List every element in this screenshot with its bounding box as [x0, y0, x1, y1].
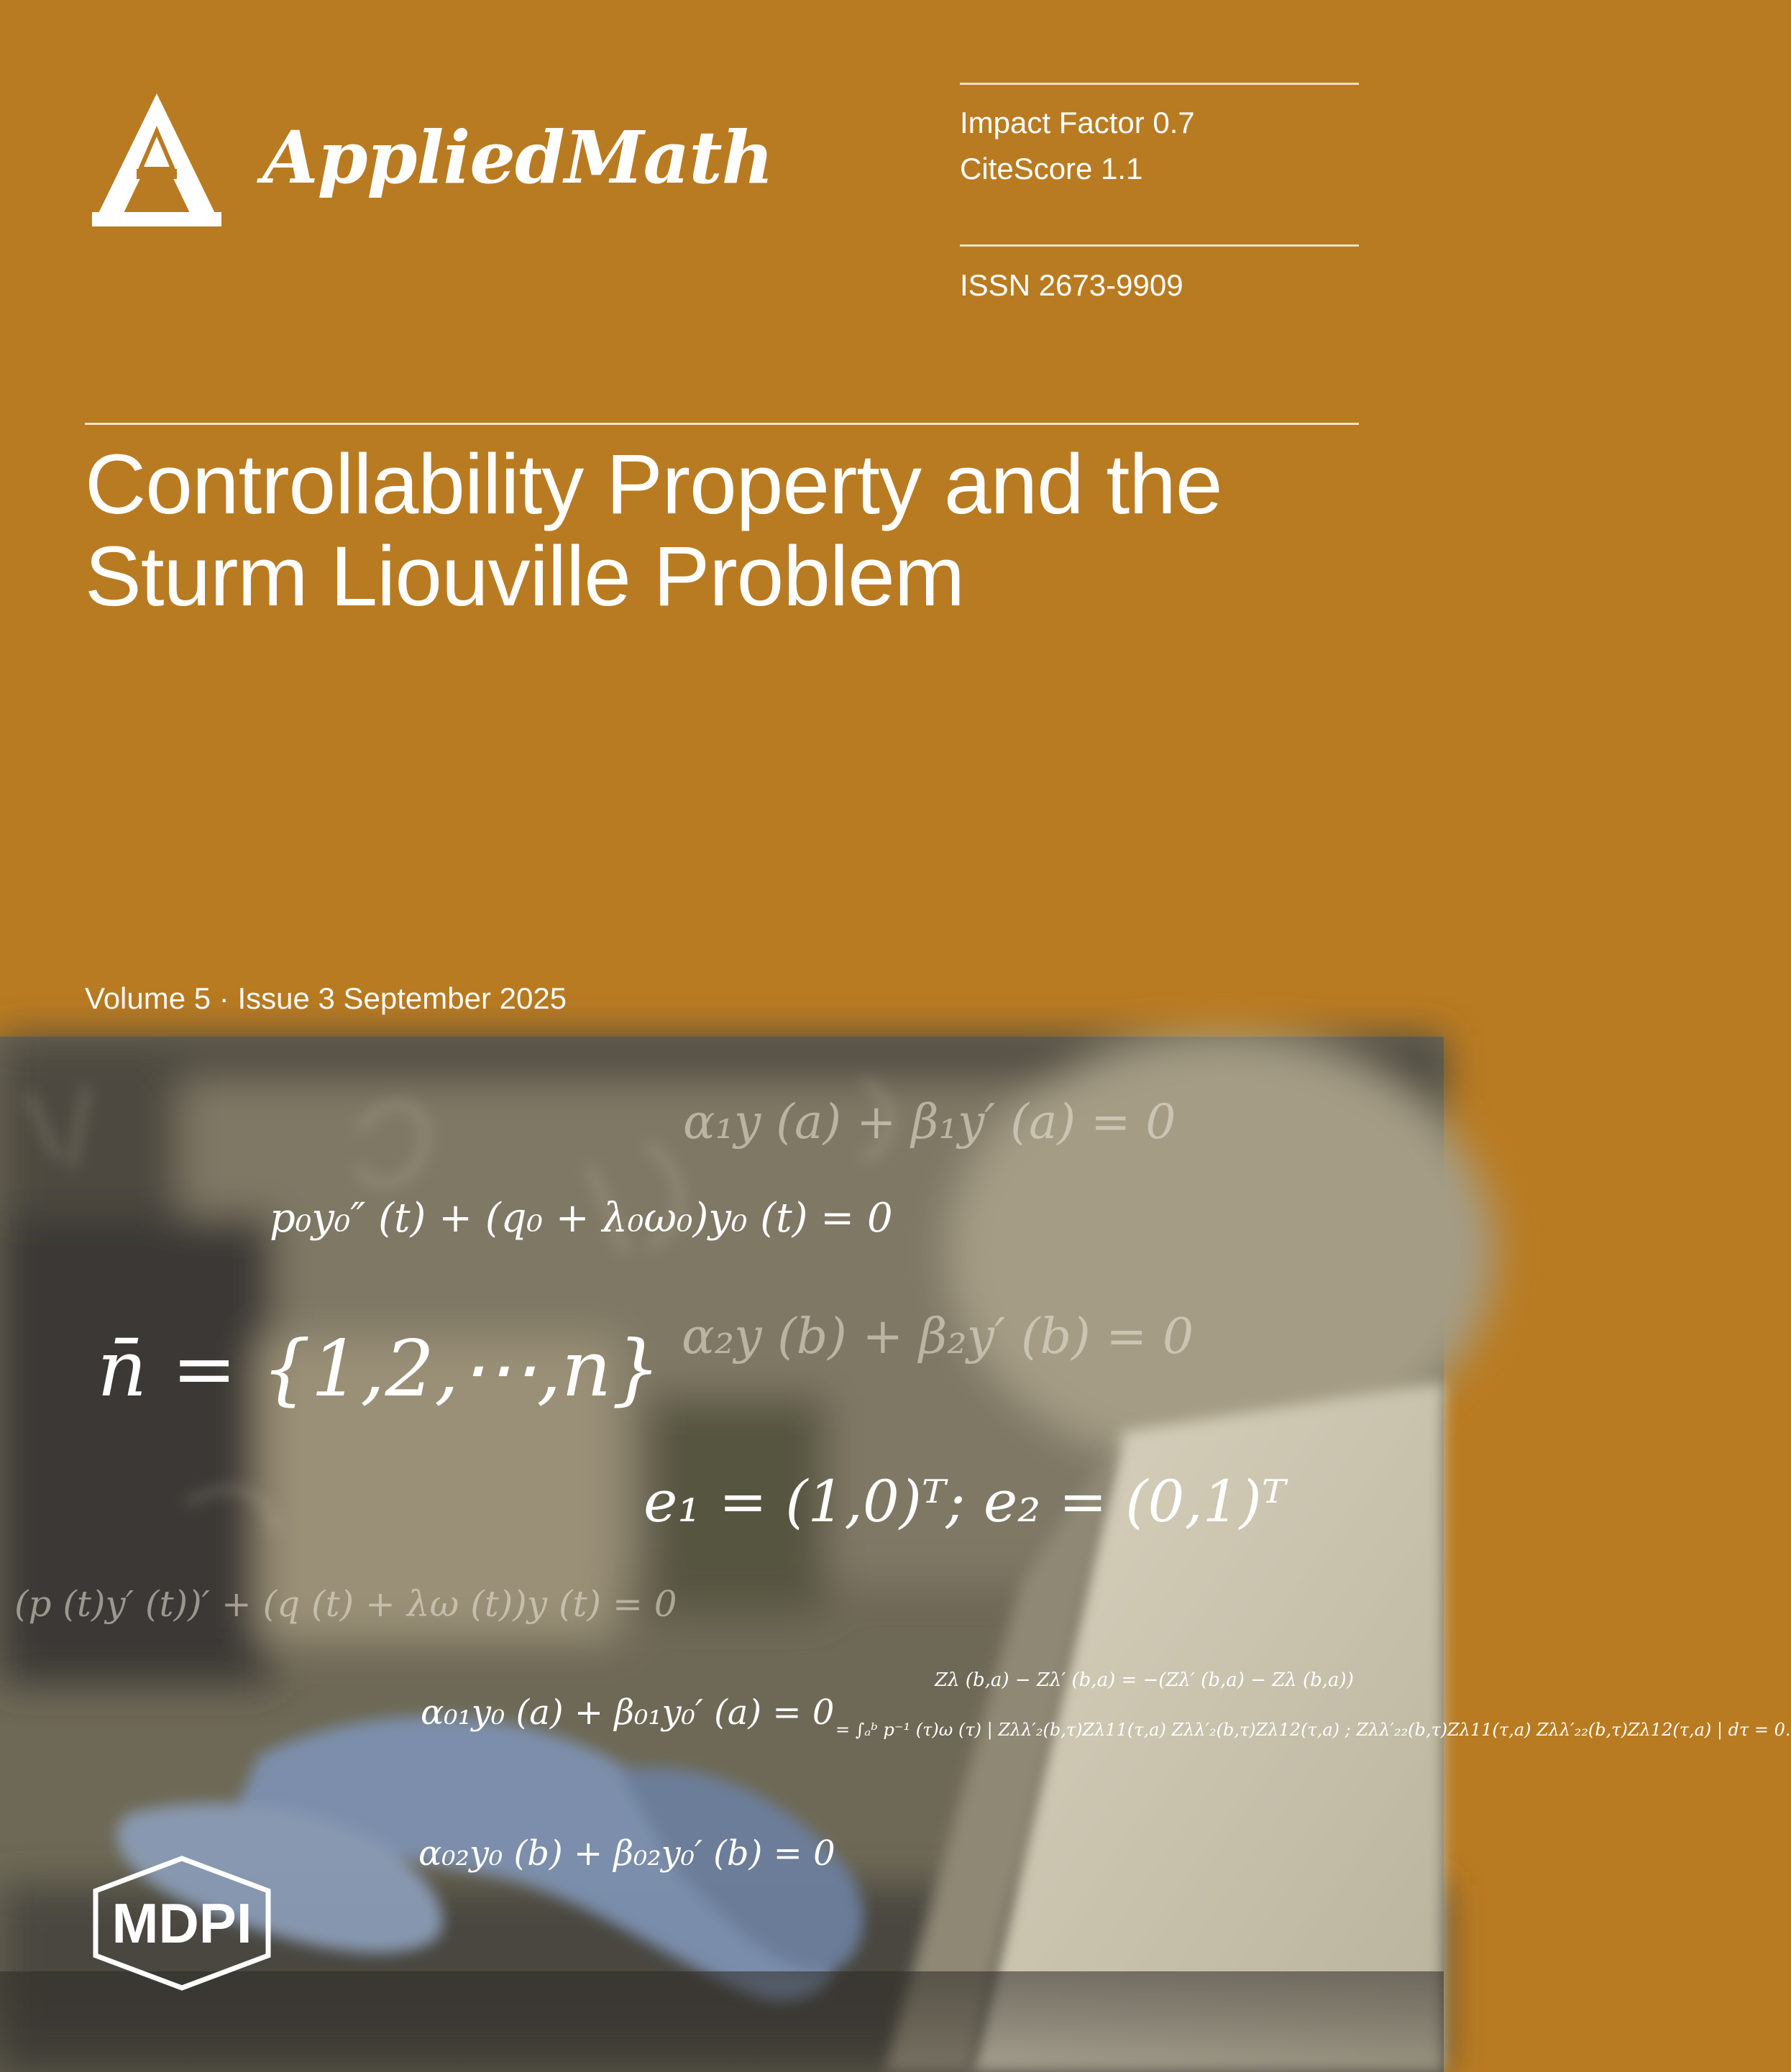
issue-info: Volume 5 · Issue 3 September 2025 [85, 981, 567, 1015]
equation-integral-determinant: = ∫ₐᵇ p⁻¹ (τ)ω (τ) | Zλλ′₂(b,τ)Zλ11(τ,a) Zλλ′₂(b,τ)Zλ12(τ,a) ; Zλλ′₂₂(b,τ)Zλ11(τ,a) Zλλ′₂₂(b,τ)Zλ12(τ,a) | dτ = 0. [835, 1720, 1791, 1740]
equation-z-difference: Zλ (b,a) − Zλ′ (b,a) = −(Zλ′ (b,a) − Zλ (b,a)) [935, 1669, 1354, 1691]
publisher-name: MDPI [111, 1892, 252, 1955]
issn: ISSN 2673-9909 [960, 268, 1183, 302]
citescore: CiteScore 1.1 [960, 152, 1143, 185]
equation-boundary-0b: α₀₂y₀ (b) + β₀₂y₀′ (b) = 0 [418, 1833, 835, 1874]
journal-logo-icon [92, 93, 221, 226]
article-title-line-2: Sturm Liouville Problem [85, 529, 965, 624]
equation-boundary-0a: α₀₁y₀ (a) + β₀₁y₀′ (a) = 0 [421, 1692, 835, 1733]
publisher-logo [85, 1855, 279, 1991]
article-title [85, 439, 1379, 623]
divider [960, 83, 1359, 85]
equation-sturm-liouville: (p (t)y′ (t))′ + (q (t) + λω (t))y (t) = 0 [14, 1583, 677, 1625]
impact-factor: Impact Factor 0.7 [960, 106, 1195, 139]
equation-boundary-b: α₂y (b) + β₂y′ (b) = 0 [682, 1308, 1194, 1365]
divider [85, 423, 1359, 425]
equation-ode-zero: p₀y₀″ (t) + (q₀ + λ₀ω₀)y₀ (t) = 0 [270, 1195, 893, 1242]
journal-name: AppliedMath [262, 115, 774, 200]
equation-boundary-a: α₁y (a) + β₁y′ (a) = 0 [683, 1094, 1176, 1150]
cover-header [0, 0, 1444, 1037]
equation-basis-vectors: e₁ = (1,0)ᵀ; e₂ = (0,1)ᵀ [643, 1468, 1286, 1535]
equation-index-set: n̄ = {1,2,⋯,n} [97, 1324, 661, 1414]
mdpi-logo-icon [85, 1855, 279, 1991]
article-title-line-1: Controllability Property and the [85, 437, 1222, 532]
divider [960, 244, 1359, 247]
